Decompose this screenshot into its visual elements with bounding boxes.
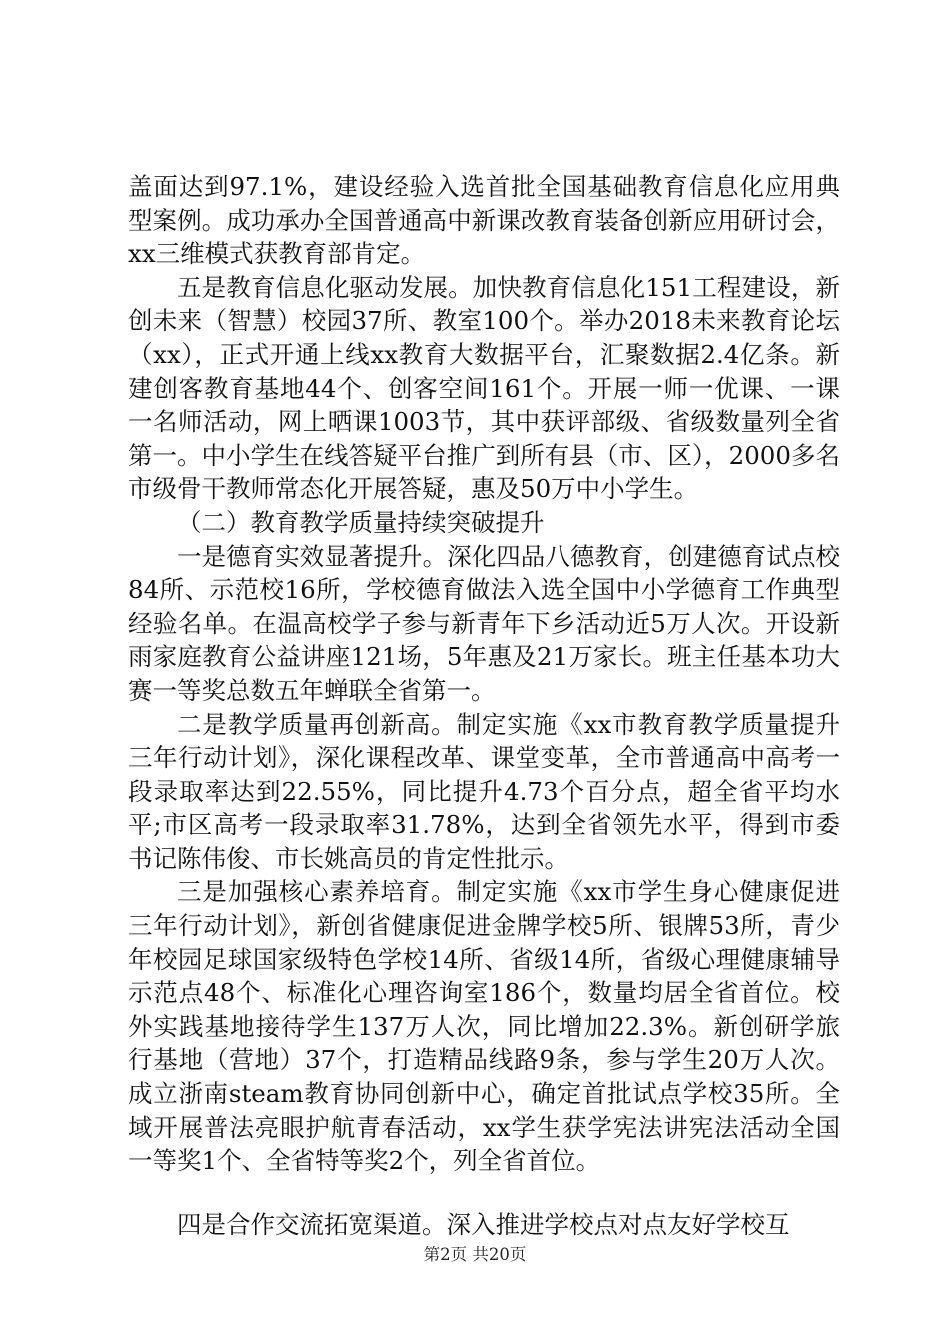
paragraph-info-development: 五是教育信息化驱动发展。加快教育信息化151工程建设，新创未来（智慧）校园37所、教室100个。举办2018未来教育论坛（xx），正式开通上线xx教育大数据平台，汇聚数据2.4亿条。新建创客教育基地44个、创客空间161个。开展一师一优课、一课一名师活动，网上晒课1003节，其中获评部级、省级数量列全省第一。中小学生在线答疑平台推广到所有县（市、区），2000多名市级骨干教师常态化开展答疑，惠及50万中小学生。 [128,272,840,504]
page-number-label: 第2页 共20页 [423,1245,527,1264]
paragraph-moral-education: 一是德育实效显著提升。深化四品八德教育，创建德育试点校84所、示范校16所，学校德育做法入选全国中小学德育工作典型经验名单。在温高校学子参与新青年下乡活动近5万人次。开设新雨家庭教育公益讲座121场，5年惠及21万家长。班主任基本功大赛一等奖总数五年蝉联全省第一。 [128,541,840,705]
paragraph-cooperation: 四是合作交流拓宽渠道。深入推进学校点对点友好学校互 [177,1209,790,1239]
paragraph-continuation: 盖面达到97.1%，建设经验入选首批全国基础教育信息化应用典型案例。成功承办全国普通高中新课改教育装备创新应用研讨会，xx三维模式获教育部肯定。 [128,172,840,269]
section-heading: （二）教育教学质量持续突破提升 [177,507,545,537]
paragraph-teaching-quality: 二是教学质量再创新高。制定实施《xx市教育教学质量提升三年行动计划》，深化课程改革、课堂变革，全市普通高中高考一段录取率达到22.55%，同比提升4.73个百分点，超全省平均水平;市区高考一段录取率31.78%，达到全省领先水平，得到市委书记陈伟俊、市长姚高员的肯定性批示。 [128,709,840,873]
document-body [128,170,840,1241]
paragraph-core-literacy: 三是加强核心素养培育。制定实施《xx市学生身心健康促进三年行动计划》，新创省健康促进金牌学校5所、银牌53所，青少年校园足球国家级特色学校14所、省级14所，省级心理健康辅导示范点48个、标准化心理咨询室186个，数量均居全省首位。校外实践基地接待学生137万人次，同比增加22.3%。新创研学旅行基地（营地）37个，打造精品线路9条，参与学生20万人次。成立浙南steam教育协同创新中心，确定首批试点学校35所。全域开展普法亮眼护航青春活动，xx学生获学宪法讲宪法活动全国一等奖1个、全省特等奖2个，列全省首位。 [128,877,840,1176]
page-footer [0,1244,950,1266]
